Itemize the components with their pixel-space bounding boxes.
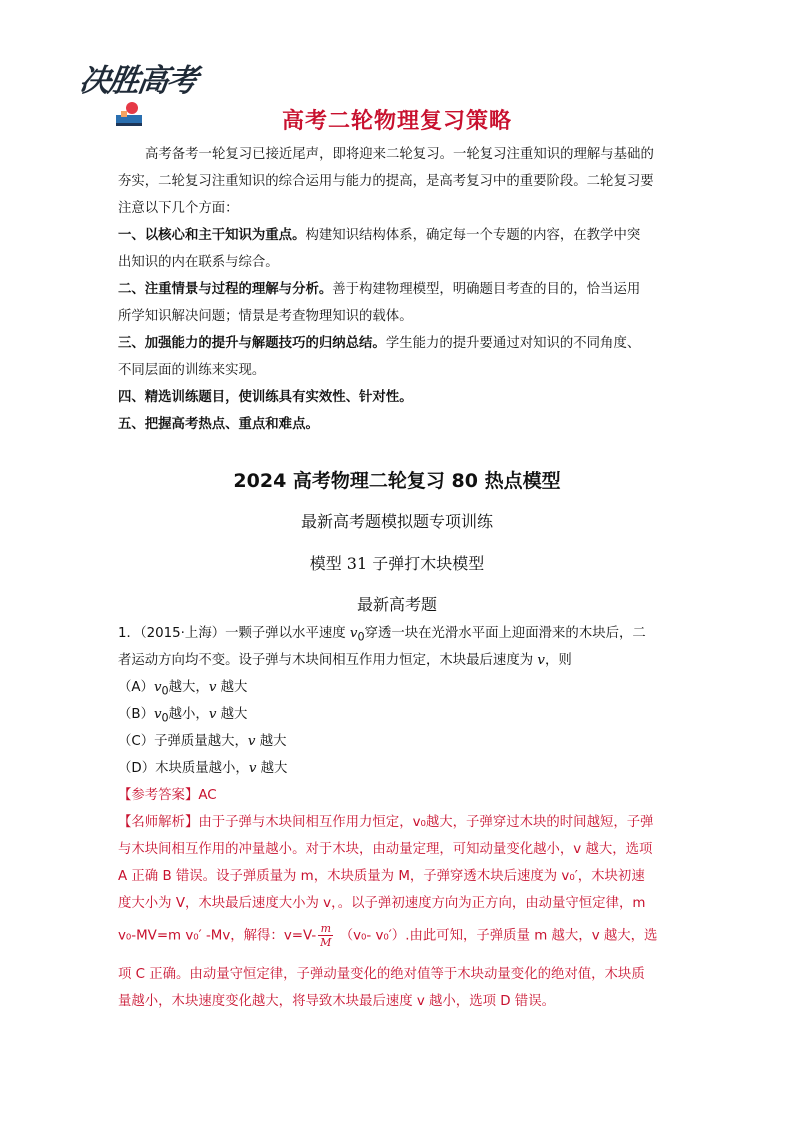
option-c (118, 728, 287, 755)
answer-line (118, 782, 217, 809)
option-label: （C） (118, 734, 155, 749)
analysis-text: 由于子弹与木块间相互作用力恒定，v₀越大，子弹穿过木块的时间越短，子弹 (198, 815, 654, 830)
var-v: v (247, 734, 256, 749)
analysis-line: A 正确 B 错误。设子弹质量为 m，木块质量为 M，子弹穿透木块后速度为 v₀′，木块初速 (118, 869, 645, 884)
analysis-line (118, 922, 657, 950)
analysis-text: v₀-MV=m v₀′ -Mv，解得：v=V- (118, 928, 317, 944)
intro-line: 注意以下几个方面： (118, 201, 239, 216)
strategy-item (118, 330, 680, 357)
option-d (118, 755, 287, 782)
strategy-heading: 二、注重情景与过程的理解与分析。 (118, 282, 333, 297)
strategy-item: 五、把握高考热点、重点和难点。 (118, 417, 319, 432)
strategy-heading: 一、以核心和主干知识为重点。 (118, 228, 306, 243)
strategy-item (118, 222, 680, 249)
fraction-denominator: M (320, 936, 332, 949)
analysis-text: （v₀- v₀′）.由此可知，子弹质量 m 越大，v 越大，选 (335, 928, 658, 944)
section-subheading: 最新高考题模拟题专项训练 (300, 512, 493, 531)
subscript: 0 (357, 630, 365, 644)
var-v: v (537, 653, 545, 668)
analysis-line: 与木块间相互作用的冲量越小。对于木块，由动量定理，可知动量变化越小，v 越大，选项 (118, 842, 653, 857)
option-label: （B） (118, 707, 154, 722)
option-label: （D） (118, 761, 156, 776)
var-v: v (208, 707, 217, 722)
strategy-text: 学生能力的提升要通过对知识的不同角度、 (385, 336, 641, 351)
option-label: （A） (118, 680, 154, 695)
option-text: 越大， (168, 680, 209, 695)
fraction (318, 922, 333, 949)
question-text: 者运动方向均不变。设子弹与木块间相互作用力恒定，木块最后速度为 (118, 653, 538, 668)
option-text: 越大 (255, 734, 287, 749)
question-text: 1．（2015·上海）一颗子弹以水平速度 (118, 626, 350, 641)
strategy-item: 四、精选训练题目，使训练具有实效性、针对性。 (118, 390, 413, 405)
strategy-text: 构建知识结构体系，确定每一个专题的内容，在教学中突 (305, 228, 641, 243)
model-title: 模型 31 子弹打木块模型 (309, 554, 485, 573)
var-v: v (153, 680, 162, 695)
question-text: 穿透一块在光滑水平面上迎面滑来的木块后，二 (364, 626, 646, 641)
analysis-tag: 【名师解析】 (118, 815, 199, 830)
option-text: 越大 (216, 680, 248, 695)
page-title: 高考二轮物理复习策略 (281, 109, 512, 134)
intro-line: 高考备考一轮复习已接近尾声，即将迎来二轮复习。一轮复习注重知识的理解与基础的 (145, 147, 654, 162)
analysis-line: 量越小，木块速度变化越大，将导致木块最后速度 v 越小，选项 D 错误。 (118, 994, 555, 1009)
option-text: 越大 (256, 761, 288, 776)
intro-line: 夯实，二轮复习注重知识的综合运用与能力的提高，是高考复习中的重要阶段。二轮复习要 (118, 174, 654, 189)
analysis-line (118, 809, 654, 836)
subscript: 0 (161, 684, 169, 698)
answer-tag: 【参考答案】 (118, 788, 199, 803)
subscript: 0 (161, 711, 169, 725)
strategy-heading: 三、加强能力的提升与解题技巧的归纳总结。 (118, 336, 386, 351)
var-v: v (248, 761, 257, 776)
strategy-text-cont: 所学知识解决问题；情景是考查物理知识的载体。 (118, 309, 413, 324)
question-line (118, 647, 572, 674)
strategy-list (118, 222, 680, 438)
analysis-line: 项 C 正确。由动量守恒定律，子弹动量变化的绝对值等于木块动量变化的绝对值，木块质 (118, 967, 645, 982)
answer-value: AC (198, 788, 217, 803)
fraction-numerator: m (318, 922, 333, 936)
var-v: v (153, 707, 162, 722)
intro-paragraph (118, 141, 680, 222)
question-text: ，则 (544, 653, 572, 668)
logo-text: 决胜高考 (76, 63, 199, 99)
strategy-text-cont: 出知识的内在联系与综合。 (118, 255, 279, 270)
option-text: 木块质量越小， (155, 761, 249, 776)
strategy-text: 善于构建物理模型，明确题目考查的目的，恰当运用 (332, 282, 641, 297)
var-v: v (208, 680, 217, 695)
option-text: 越小， (168, 707, 209, 722)
analysis-line: 度大小为 V，木块最后速度大小为 v，。以子弹初速度方向为正方向，由动量守恒定律，m (118, 896, 646, 911)
option-text: 子弹质量越大， (154, 734, 248, 749)
strategy-item (118, 276, 680, 303)
option-text: 越大 (216, 707, 248, 722)
part-title: 最新高考题 (356, 595, 437, 614)
var-v: v (349, 626, 358, 641)
section-heading: 2024 高考物理二轮复习 80 热点模型 (233, 470, 561, 492)
strategy-text-cont: 不同层面的训练来实现。 (118, 363, 266, 378)
